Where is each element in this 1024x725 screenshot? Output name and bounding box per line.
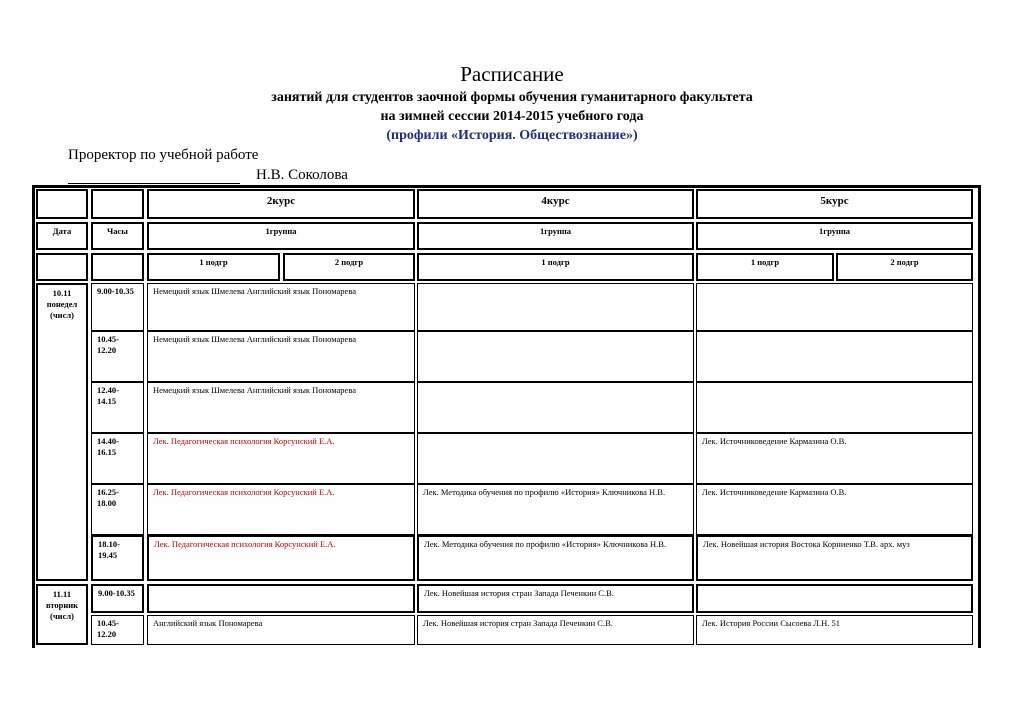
header-group-2: 1группа: [147, 222, 415, 250]
header-group-4: 1группа: [417, 222, 694, 250]
page-title: Расписание: [460, 62, 564, 86]
subtitle-profiles: (профили «История. Обществознание»): [386, 128, 638, 143]
day1-date-cell: [36, 283, 88, 581]
day1-course5-cell: [696, 283, 973, 331]
day2-course2-cell: Английский язык Пономарева: [147, 615, 415, 645]
header-subgroup-4: 1 подгр: [417, 253, 694, 281]
day2-course4-cell: Лек. Новейшая история стран Запада Печенкин С.В.: [417, 615, 694, 645]
day2-course5-cell: [696, 584, 973, 613]
approval-signature: [68, 166, 348, 184]
day1-course4-cell: [417, 433, 694, 484]
subtitle-line-1: занятий для студентов заочной формы обучения гуманитарного факультета: [271, 90, 753, 105]
day2-course5-cell: Лек. История России Сысоева Л.Н. 51: [696, 615, 973, 645]
day1-course2-cell: Лек. Педагогическая психология Корсунский Е.А.: [147, 433, 415, 484]
day1-course4-cell: [417, 331, 694, 382]
header-hours: Часы: [91, 222, 144, 250]
approval-role: Проректор по учебной работе: [68, 147, 259, 163]
signature-line: [68, 166, 240, 184]
day1-course4-cell: Лек. Методика обучения по профилю «История» Ключникова Н.В.: [417, 535, 694, 581]
header-course-4: 4курс: [417, 189, 694, 219]
day1-time: 14.40- 16.15: [91, 433, 144, 484]
day1-time: 12.40- 14.15: [91, 382, 144, 433]
day1-course5-cell: [696, 382, 973, 433]
day2-parity: (числ): [50, 611, 74, 621]
day1-course4-cell: Лек. Методика обучения по профилю «История» Ключникова Н.В.: [417, 484, 694, 535]
day1-time: 10.45- 12.20: [91, 331, 144, 382]
day1-time: 9.00-10.35: [91, 283, 144, 331]
header-group-5: 1группа: [696, 222, 973, 250]
subtitle-line-2: на зимней сессии 2014-2015 учебного года: [380, 109, 644, 124]
approval-name: Н.В. Соколова: [256, 167, 348, 183]
day1-date: 10.11: [52, 288, 72, 298]
day1-course2-cell: Немецкий язык Шмелева Английский язык Пономарева: [147, 382, 415, 433]
day2-date: 11.11: [52, 589, 72, 599]
day1-course5-cell: Лек. Источниковедение Кармазина О.В.: [696, 484, 973, 535]
day2-course2-cell: [147, 584, 415, 613]
day2-course4-cell: Лек. Новейшая история стран Запада Печенкин С.В.: [417, 584, 694, 613]
day1-course4-cell: [417, 382, 694, 433]
header-subgroup-2a: 1 подгр: [147, 253, 280, 281]
day2-weekday: вторник: [45, 600, 79, 610]
header-course-5: 5курс: [696, 189, 973, 219]
header-empty-hours-2: [91, 253, 144, 281]
day1-course2-cell: Немецкий язык Шмелева Английский язык Пономарева: [147, 283, 415, 331]
header-empty-hours: [91, 189, 144, 219]
day1-weekday: понедел: [46, 299, 78, 309]
day2-date-cell: [36, 584, 88, 645]
header-subgroup-5b: 2 подгр: [836, 253, 973, 281]
day2-time: 9.00-10.35: [91, 584, 144, 613]
day1-course5-cell: [696, 331, 973, 382]
day1-course5-cell: Лек. Новейшая история Востока Корниенко Т.В. арх. муз: [696, 535, 973, 581]
day1-course5-cell: Лек. Источниковедение Кармазина О.В.: [696, 433, 973, 484]
day1-course4-cell: [417, 283, 694, 331]
day1-parity: (числ): [50, 310, 74, 320]
header-empty-date-2: [36, 253, 88, 281]
header-empty-date: [36, 189, 88, 219]
day1-time: 16.25- 18.00: [91, 484, 144, 535]
day1-course2-cell: Лек. Педагогическая психология Корсунский Е.А.: [147, 535, 415, 581]
header-date: Дата: [36, 222, 88, 250]
header-course-2: 2курс: [147, 189, 415, 219]
day2-time: 10.45- 12.20: [91, 615, 144, 645]
day1-course2-cell: Лек. Педагогическая психология Корсунский Е.А.: [147, 484, 415, 535]
header-subgroup-5a: 1 подгр: [696, 253, 834, 281]
header-subgroup-2b: 2 подгр: [283, 253, 415, 281]
day1-time: 18.10- 19.45: [91, 535, 144, 581]
day1-course2-cell: Немецкий язык Шмелева Английский язык Пономарева: [147, 331, 415, 382]
